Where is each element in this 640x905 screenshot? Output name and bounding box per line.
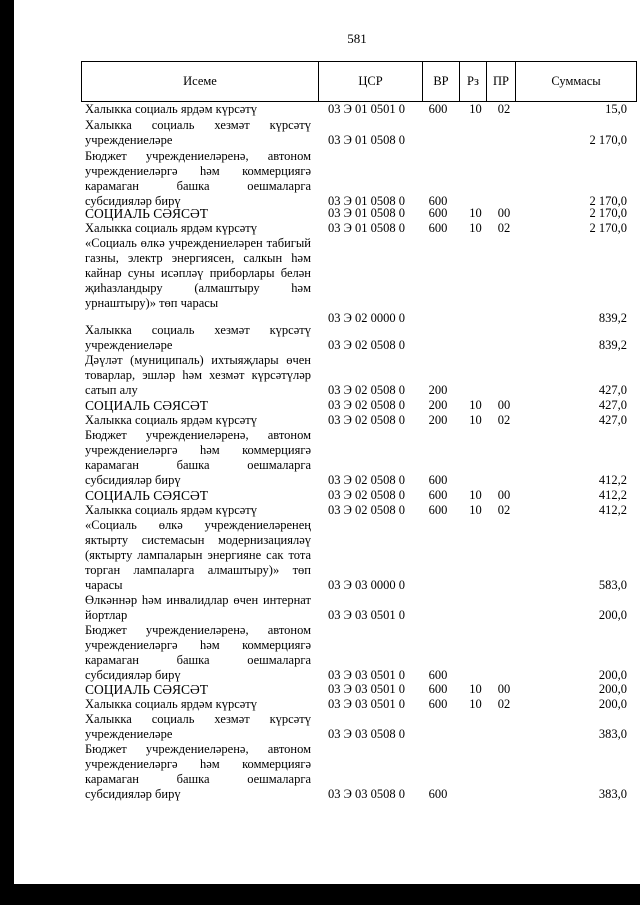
row-vr: 600 [428,102,448,116]
row-pr: 02 [497,503,511,517]
row-tsr: 03 Э 01 0508 0 [328,133,406,147]
row-tsr: 03 Э 03 0501 0 [328,668,406,682]
row-sum: 2 170,0 [589,194,627,208]
scan-bottom-border [0,884,640,905]
scan-left-border [0,0,14,905]
row-rz: 10 [469,221,482,235]
row-pr: 02 [497,221,511,235]
row-sum: 412,2 [598,473,627,487]
row-rz: 10 [469,413,482,427]
row-name: СОЦИАЛЬ СӘЯСӘТ [85,206,209,221]
row-name: Өлкәннәр һәм инвалидлар өчен интернат йортлар [85,593,311,622]
row-vr: 600 [428,473,448,487]
row-vr: 200 [428,413,448,427]
row-pr: 00 [497,398,511,412]
row-tsr: 03 Э 01 0501 0 [328,102,406,116]
row-name: Халыкка социаль ярдәм күрсәтү [85,503,258,517]
row-vr: 600 [428,697,448,711]
row-name: «Социаль өлкә учреждениеләренең яктырту системасын модернизацияләү (яктырту лампаларын энергияне сак тота торган лампаларга алмаштыру)» төп чарасы [85,518,311,592]
row-name: Халыкка социаль ярдәм күрсәтү [85,221,258,235]
row-sum: 200,0 [598,668,627,682]
row-rz: 10 [469,682,482,696]
row-name: СОЦИАЛЬ СӘЯСӘТ [85,682,209,697]
row-tsr: 03 Э 02 0508 0 [328,473,406,487]
row-tsr: 03 Э 03 0508 0 [328,727,406,741]
row-sum: 427,0 [598,398,627,412]
header-vr: ВР [433,74,449,88]
row-sum: 412,2 [598,488,627,502]
row-sum: 2 170,0 [589,206,627,220]
row-name: Халыкка социаль ярдәм күрсәтү [85,102,258,116]
row-name: СОЦИАЛЬ СӘЯСӘТ [85,398,209,413]
row-pr: 02 [497,102,511,116]
header-pr: ПР [493,74,509,88]
row-pr: 02 [497,413,511,427]
row-rz: 10 [469,102,482,116]
row-vr: 600 [428,503,448,517]
row-rz: 10 [469,206,482,220]
table-header [81,61,637,102]
header-rz: Рз [467,74,479,88]
row-vr: 600 [428,206,448,220]
row-tsr: 03 Э 03 0508 0 [328,787,406,801]
row-name: Халыкка социаль ярдәм күрсәтү [85,413,258,427]
row-tsr: 03 Э 02 0508 0 [328,488,406,502]
row-rz: 10 [469,488,482,502]
row-vr: 600 [428,787,448,801]
row-tsr: 03 Э 02 0508 0 [328,383,406,397]
row-sum: 200,0 [598,697,627,711]
row-name: Бюджет учреждениеләренә, автоном учреждениеләргә һәм коммерциягә карамаган башка оешмаларга субсидияләр бирү [85,428,311,487]
header-name: Исеме [183,74,217,88]
row-name: «Социаль өлкә учреждениеләрен табигый газны, электр энергиясен, салкын һәм кайнар суны исәпләү приборлары белән җиһазландыру (алмаштыру һәм урнаштыру)» төп чарасы [85,236,311,310]
row-vr: 600 [428,221,448,235]
row-rz: 10 [469,697,482,711]
row-sum: 427,0 [598,383,627,397]
row-sum: 383,0 [598,727,627,741]
row-name: Халыкка социаль хезмәт күрсәтү учреждениеләре [85,118,311,147]
row-sum: 427,0 [598,413,627,427]
row-vr: 600 [428,194,448,208]
row-pr: 00 [497,488,511,502]
row-tsr: 03 Э 02 0508 0 [328,338,406,352]
row-vr: 600 [428,682,448,696]
row-vr: 200 [428,398,448,412]
row-name: Бюджет учреждениеләренә, автоном учреждениеләргә һәм коммерциягә карамаган башка оешмаларга субсидияләр бирү [85,149,311,208]
row-sum: 2 170,0 [589,133,627,147]
row-sum: 200,0 [598,608,627,622]
row-tsr: 03 Э 02 0508 0 [328,398,406,412]
row-pr: 02 [497,697,511,711]
row-name: Халыкка социаль хезмәт күрсәтү учреждениеләре [85,323,311,352]
row-tsr: 03 Э 03 0000 0 [328,578,406,592]
row-sum: 383,0 [598,787,627,801]
row-tsr: 03 Э 03 0501 0 [328,682,406,696]
row-name: Халыкка социаль хезмәт күрсәтү учреждениеләре [85,712,311,741]
row-rz: 10 [469,398,482,412]
row-tsr: 03 Э 01 0508 0 [328,194,406,208]
header-tsr: ЦСР [358,74,383,88]
row-tsr: 03 Э 03 0501 0 [328,697,406,711]
row-sum: 15,0 [605,102,627,116]
row-rz: 10 [469,503,482,517]
row-sum: 583,0 [598,578,627,592]
row-sum: 839,2 [598,311,627,325]
row-sum: 2 170,0 [589,221,627,235]
header-sum: Суммасы [551,74,601,88]
row-name: СОЦИАЛЬ СӘЯСӘТ [85,488,209,503]
row-vr: 600 [428,488,448,502]
row-tsr: 03 Э 01 0508 0 [328,221,406,235]
row-name: Бюджет учреждениеләренә, автоном учреждениеләргә һәм коммерциягә карамаган башка оешмаларга субсидияләр бирү [85,623,311,682]
row-name: Дәүләт (муниципаль) ихтыяҗлары өчен товарлар, эшләр һәм хезмәт күрсәтүләр сатып алу [85,353,311,397]
row-sum: 412,2 [598,503,627,517]
row-tsr: 03 Э 03 0501 0 [328,608,406,622]
row-sum: 839,2 [598,338,627,352]
row-pr: 00 [497,206,511,220]
row-name: Бюджет учреждениеләренә, автоном учреждениеләргә һәм коммерциягә карамаган башка оешмаларга субсидияләр бирү [85,742,311,801]
row-tsr: 03 Э 02 0508 0 [328,413,406,427]
row-tsr: 03 Э 02 0000 0 [328,311,406,325]
row-name: Халыкка социаль ярдәм күрсәтү [85,697,258,711]
row-pr: 00 [497,682,511,696]
row-vr: 200 [428,383,448,397]
row-tsr: 03 Э 01 0508 0 [328,206,406,220]
row-tsr: 03 Э 02 0508 0 [328,503,406,517]
row-sum: 200,0 [598,682,627,696]
page-number: 581 [347,31,367,46]
row-vr: 600 [428,668,448,682]
